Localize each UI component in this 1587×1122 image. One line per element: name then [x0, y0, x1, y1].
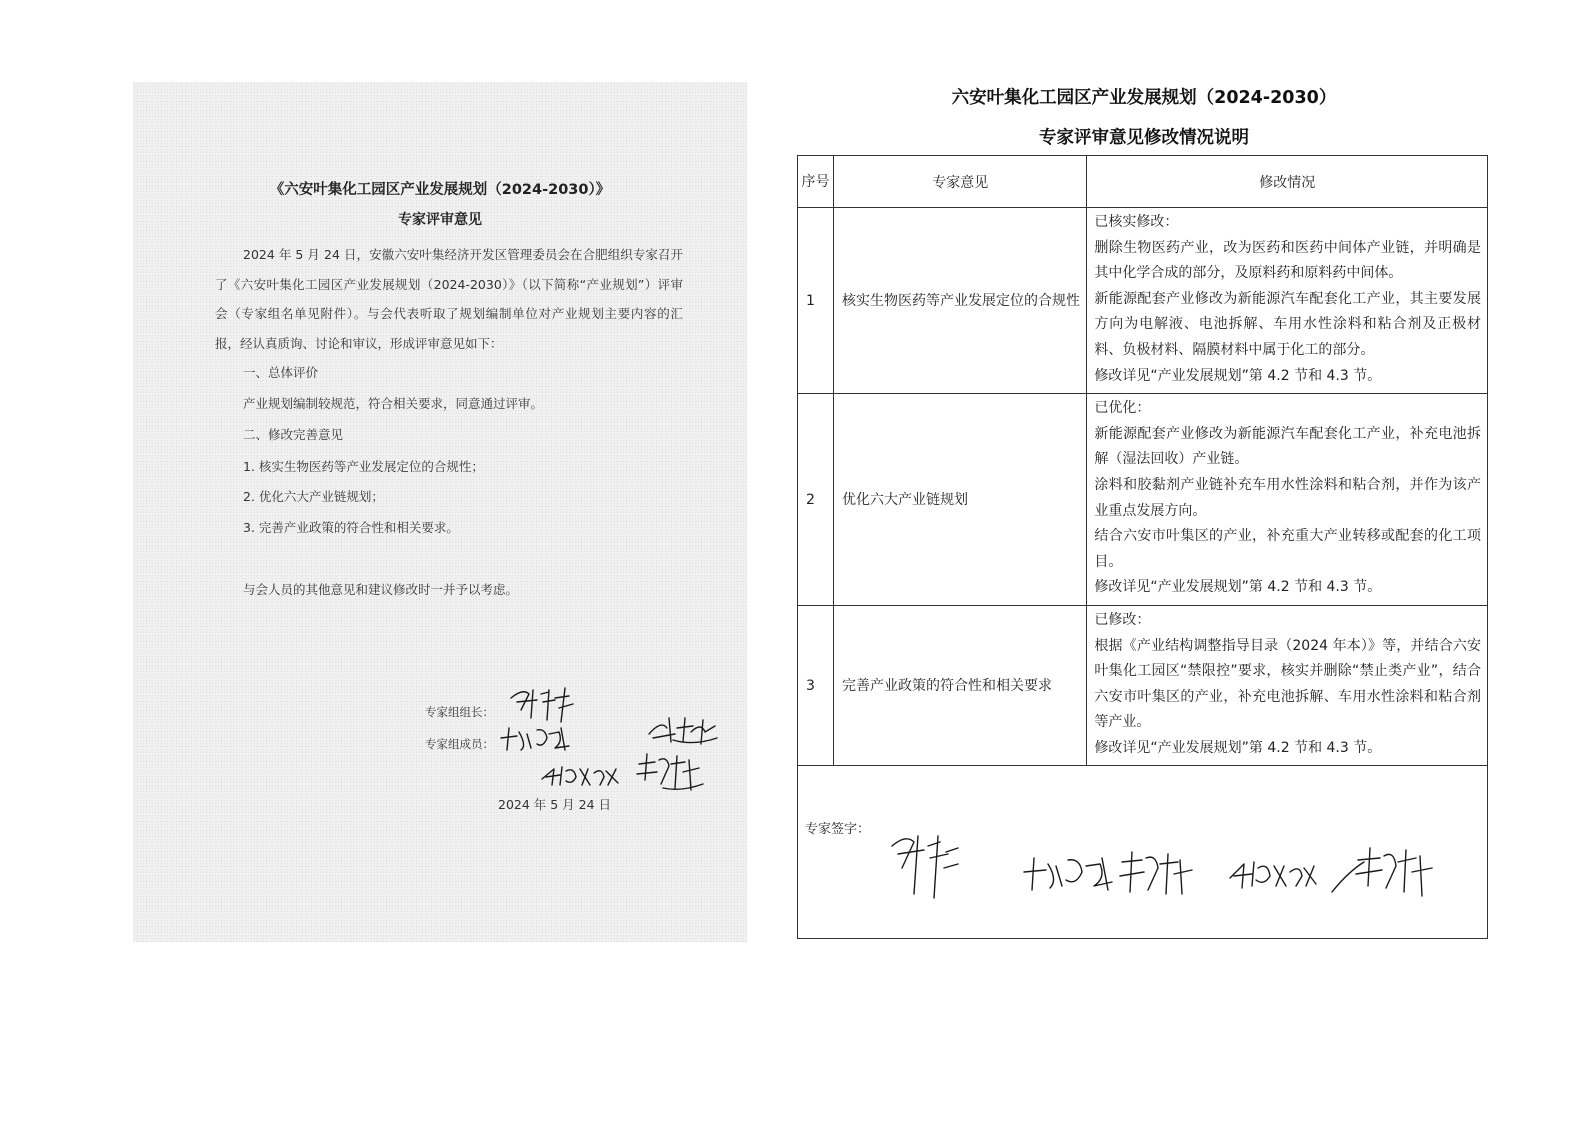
- row-opinion: 核实生物医药等产业发展定位的合规性: [834, 208, 1087, 394]
- section1-heading: 一、总体评价: [243, 365, 319, 380]
- expert-signature-2: [1020, 850, 1120, 896]
- expert-signature-label: 专家签字：: [805, 822, 871, 838]
- revision-explanation-title: 六安叶集化工园区产业发展规划（2024-2030）: [951, 88, 1337, 108]
- modification-line: 修改详见“产业发展规划”第 4.2 节和 4.3 节。: [1094, 367, 1382, 384]
- expert-signature-5: [1328, 842, 1438, 902]
- revision-table: [797, 155, 1488, 939]
- member-signature-3: [538, 759, 628, 789]
- modification-line: 已优化：: [1094, 400, 1151, 417]
- row-seq: 3: [798, 605, 834, 766]
- modification-line: 修改详见“产业发展规划”第 4.2 节和 4.3 节。: [1094, 579, 1382, 596]
- members-label: 专家组成员：: [425, 737, 494, 751]
- header-modification: 修改情况: [1087, 156, 1488, 208]
- review-date: 2024 年 5 月 24 日: [498, 797, 612, 812]
- signature-cell: [798, 766, 1488, 939]
- revision-explanation-subtitle: 专家评审意见修改情况说明: [1039, 128, 1249, 148]
- table-header-row: [798, 156, 1488, 208]
- member-signature-4: [633, 750, 713, 794]
- modification-line: 删除生物医药产业，改为医药和医药中间体产业链，并明确是其中化学合成的部分，及原料药和原料药中间体。: [1094, 239, 1481, 282]
- member-signature-1: [497, 722, 587, 754]
- table-row: [798, 394, 1488, 606]
- section2-item-2: 2. 优化六大产业链规划；: [243, 489, 384, 504]
- modification-line: 结合六安市叶集区的产业，补充重大产业转移或配套的化工项目。: [1094, 528, 1481, 570]
- row-modification: [1087, 605, 1488, 766]
- modification-line: 已核实修改：: [1094, 214, 1179, 230]
- modification-line: 新能源配套产业修改为新能源汽车配套化工产业，补充电池拆解（湿法回收）产业链。: [1094, 425, 1481, 468]
- review-intro-paragraph: 2024 年 5 月 24 日，安徽六安叶集经济开发区管理委员会在合肥组织专家召开了《六安叶集化工园区产业发展规划（2024-2030）》（以下简称“产业规划”）评审会（专家组名单见附件）。与会代表听取了规划编制单位对产业规划主要内容的汇报，经认真质询、讨论和审议，形成评审意见如下：: [215, 247, 683, 351]
- expert-signature-1: [882, 824, 962, 906]
- closing-note: 与会人员的其他意见和建议修改时一并予以考虑。: [243, 582, 519, 597]
- row-modification: [1087, 394, 1488, 606]
- member-signature-2: [643, 712, 723, 746]
- modification-line: 修改详见“产业发展规划”第 4.2 节和 4.3 节。: [1094, 739, 1382, 756]
- modification-line: 根据《产业结构调整指导目录（2024 年本）》等，并结合六安叶集化工园区“禁限控”要求，核实并删除“禁止类产业”，结合六安市叶集区的产业，补充电池拆解、车用水性涂料和粘合剂等产业。: [1094, 637, 1481, 731]
- row-modification: [1087, 208, 1488, 394]
- table-row: [798, 208, 1488, 394]
- header-opinion: 专家意见: [834, 156, 1087, 208]
- modification-line: 已修改：: [1094, 611, 1151, 628]
- review-opinion-subtitle: 专家评审意见: [398, 212, 482, 228]
- row-opinion: 完善产业政策的符合性和相关要求: [834, 605, 1087, 766]
- row-seq: 2: [798, 394, 834, 606]
- section1-text: 产业规划编制较规范，符合相关要求，同意通过评审。: [243, 396, 544, 411]
- modification-line: 涂料和胶黏剂产业链补充车用水性涂料和粘合剂，并作为该产业重点发展方向。: [1094, 476, 1481, 519]
- section2-heading: 二、修改完善意见: [243, 427, 344, 442]
- row-seq: 1: [798, 208, 834, 394]
- leader-signature: [503, 680, 583, 724]
- leader-label: 专家组组长：: [425, 705, 494, 719]
- expert-signature-3: [1116, 848, 1196, 898]
- row-opinion: 优化六大产业链规划: [834, 394, 1087, 606]
- expert-review-opinion-page: [133, 82, 747, 942]
- section2-item-1: 1. 核实生物医药等产业发展定位的合规性；: [243, 459, 484, 474]
- expert-signature-4: [1226, 854, 1320, 894]
- section2-item-3: 3. 完善产业政策的符合性和相关要求。: [243, 520, 459, 535]
- header-seq: 序号: [798, 156, 834, 208]
- table-row: [798, 605, 1488, 766]
- modification-line: 新能源配套产业修改为新能源汽车配套化工产业，其主要发展方向为电解液、电池拆解、车用水性涂料和粘合剂及正极材料、负极材料、隔膜材料中属于化工的部分。: [1094, 290, 1481, 358]
- review-opinion-title: 《六安叶集化工园区产业发展规划（2024-2030）》: [269, 182, 611, 198]
- signature-row: [798, 766, 1488, 939]
